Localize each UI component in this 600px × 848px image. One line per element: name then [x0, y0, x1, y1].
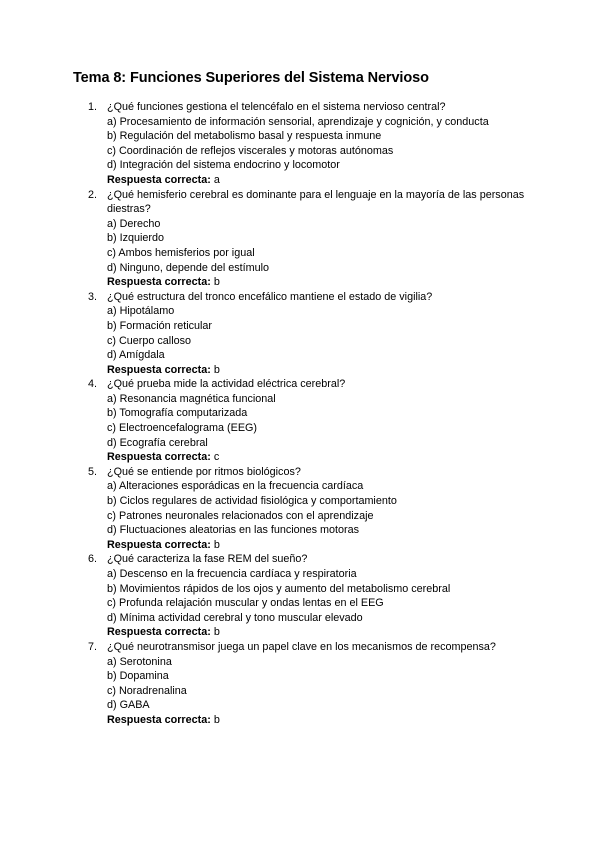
- correct-answer-label: Respuesta correcta:: [107, 276, 211, 289]
- correct-answer-value: b: [213, 363, 220, 376]
- answer-option: d) Integración del sistema endocrino y locomotor: [107, 159, 340, 172]
- correct-answer-label: Respuesta correcta:: [107, 363, 211, 376]
- question-text: ¿Qué estructura del tronco encefálico mantiene el estado de vigilia?: [107, 290, 433, 303]
- correct-answer-label: Respuesta correcta:: [107, 173, 211, 186]
- answer-option: a) Descenso en la frecuencia cardíaca y respiratoria: [107, 568, 357, 580]
- question-number: 3.: [88, 290, 98, 303]
- correct-answer: [107, 713, 528, 728]
- correct-answer-label: Respuesta correcta:: [107, 538, 211, 551]
- question-number: 5.: [88, 465, 98, 478]
- question-3: [88, 290, 528, 378]
- answer-option: b) Izquierdo: [107, 232, 165, 245]
- answer-option: a) Alteraciones esporádicas en la frecuencia cardíaca: [107, 480, 364, 493]
- answer-option: b) Ciclos regulares de actividad fisiológica y comportamiento: [107, 495, 397, 508]
- question-number: 6.: [88, 553, 98, 566]
- question-text: ¿Qué se entiende por ritmos biológicos?: [107, 465, 301, 478]
- answer-option: c) Profunda relajación muscular y ondas lentas en el EEG: [107, 597, 384, 610]
- answer-option: a) Hipotálamo: [107, 305, 175, 318]
- answer-option: d) Amígdala: [107, 349, 165, 362]
- correct-answer: [107, 275, 528, 290]
- answer-option: b) Dopamina: [107, 670, 169, 683]
- answer-option: c) Patrones neuronales relacionados con el aprendizaje: [107, 509, 374, 522]
- question-text: ¿Qué caracteriza la fase REM del sueño?: [107, 553, 308, 566]
- question-number: 2.: [88, 188, 98, 201]
- correct-answer-value: b: [213, 538, 220, 551]
- correct-answer-value: b: [213, 276, 220, 289]
- correct-answer-label: Respuesta correcta:: [107, 626, 211, 639]
- answer-option: d) Ecografía cerebral: [107, 436, 208, 449]
- correct-answer-value: b: [213, 713, 220, 726]
- correct-answer: [107, 625, 528, 640]
- answer-option: a) Procesamiento de información sensorial, aprendizaje y cognición, y conducta: [107, 115, 489, 128]
- question-5: [88, 465, 528, 553]
- answer-option: a) Derecho: [107, 217, 161, 230]
- correct-answer: [107, 538, 528, 553]
- answer-option: d) Fluctuaciones aleatorias en las funciones motoras: [107, 524, 360, 537]
- document-title: Tema 8: Funciones Superiores del Sistema Nervioso: [73, 70, 429, 86]
- question-number: 4.: [88, 378, 98, 391]
- answer-option: b) Regulación del metabolismo basal y respuesta inmune: [107, 130, 382, 143]
- question-2: [88, 188, 528, 290]
- answer-option: b) Movimientos rápidos de los ojos y aumento del metabolismo cerebral: [107, 582, 451, 595]
- correct-answer-label: Respuesta correcta:: [107, 451, 211, 464]
- answer-option: c) Noradrenalina: [107, 684, 187, 697]
- correct-answer: [107, 173, 528, 188]
- question-number: 1.: [88, 101, 98, 113]
- question-text: ¿Qué funciones gestiona el telencéfalo en el sistema nervioso central?: [107, 101, 446, 113]
- question-list: [88, 100, 528, 728]
- answer-option: d) Mínima actividad cerebral y tono muscular elevado: [107, 611, 363, 624]
- correct-answer-label: Respuesta correcta:: [107, 713, 211, 726]
- correct-answer: [107, 363, 528, 378]
- correct-answer-value: b: [213, 626, 220, 639]
- question-text: ¿Qué prueba mide la actividad eléctrica cerebral?: [107, 378, 346, 391]
- answer-option: c) Electroencefalograma (EEG): [107, 422, 258, 435]
- answer-option: d) Ninguno, depende del estímulo: [107, 261, 270, 274]
- question-number: 7.: [88, 640, 98, 653]
- correct-answer-value: a: [213, 173, 220, 186]
- answer-option: d) GABA: [107, 699, 150, 712]
- answer-option: c) Coordinación de reflejos viscerales y motoras autónomas: [107, 144, 394, 157]
- answer-option: c) Cuerpo calloso: [107, 334, 192, 347]
- answer-option: c) Ambos hemisferios por igual: [107, 246, 255, 259]
- question-text: ¿Qué hemisferio cerebral es dominante para el lenguaje en la mayoría de las personas diestras?: [107, 188, 525, 216]
- answer-option: b) Tomografía computarizada: [107, 407, 248, 420]
- correct-answer: [107, 450, 528, 465]
- question-7: [88, 640, 528, 728]
- answer-option: b) Formación reticular: [107, 319, 213, 332]
- answer-option: a) Serotonina: [107, 655, 172, 668]
- question-6: [88, 552, 528, 640]
- question-4: [88, 377, 528, 465]
- question-1: [88, 100, 528, 188]
- correct-answer-value: c: [213, 451, 220, 464]
- answer-option: a) Resonancia magnética funcional: [107, 392, 276, 405]
- question-text: ¿Qué neurotransmisor juega un papel clave en los mecanismos de recompensa?: [107, 640, 496, 653]
